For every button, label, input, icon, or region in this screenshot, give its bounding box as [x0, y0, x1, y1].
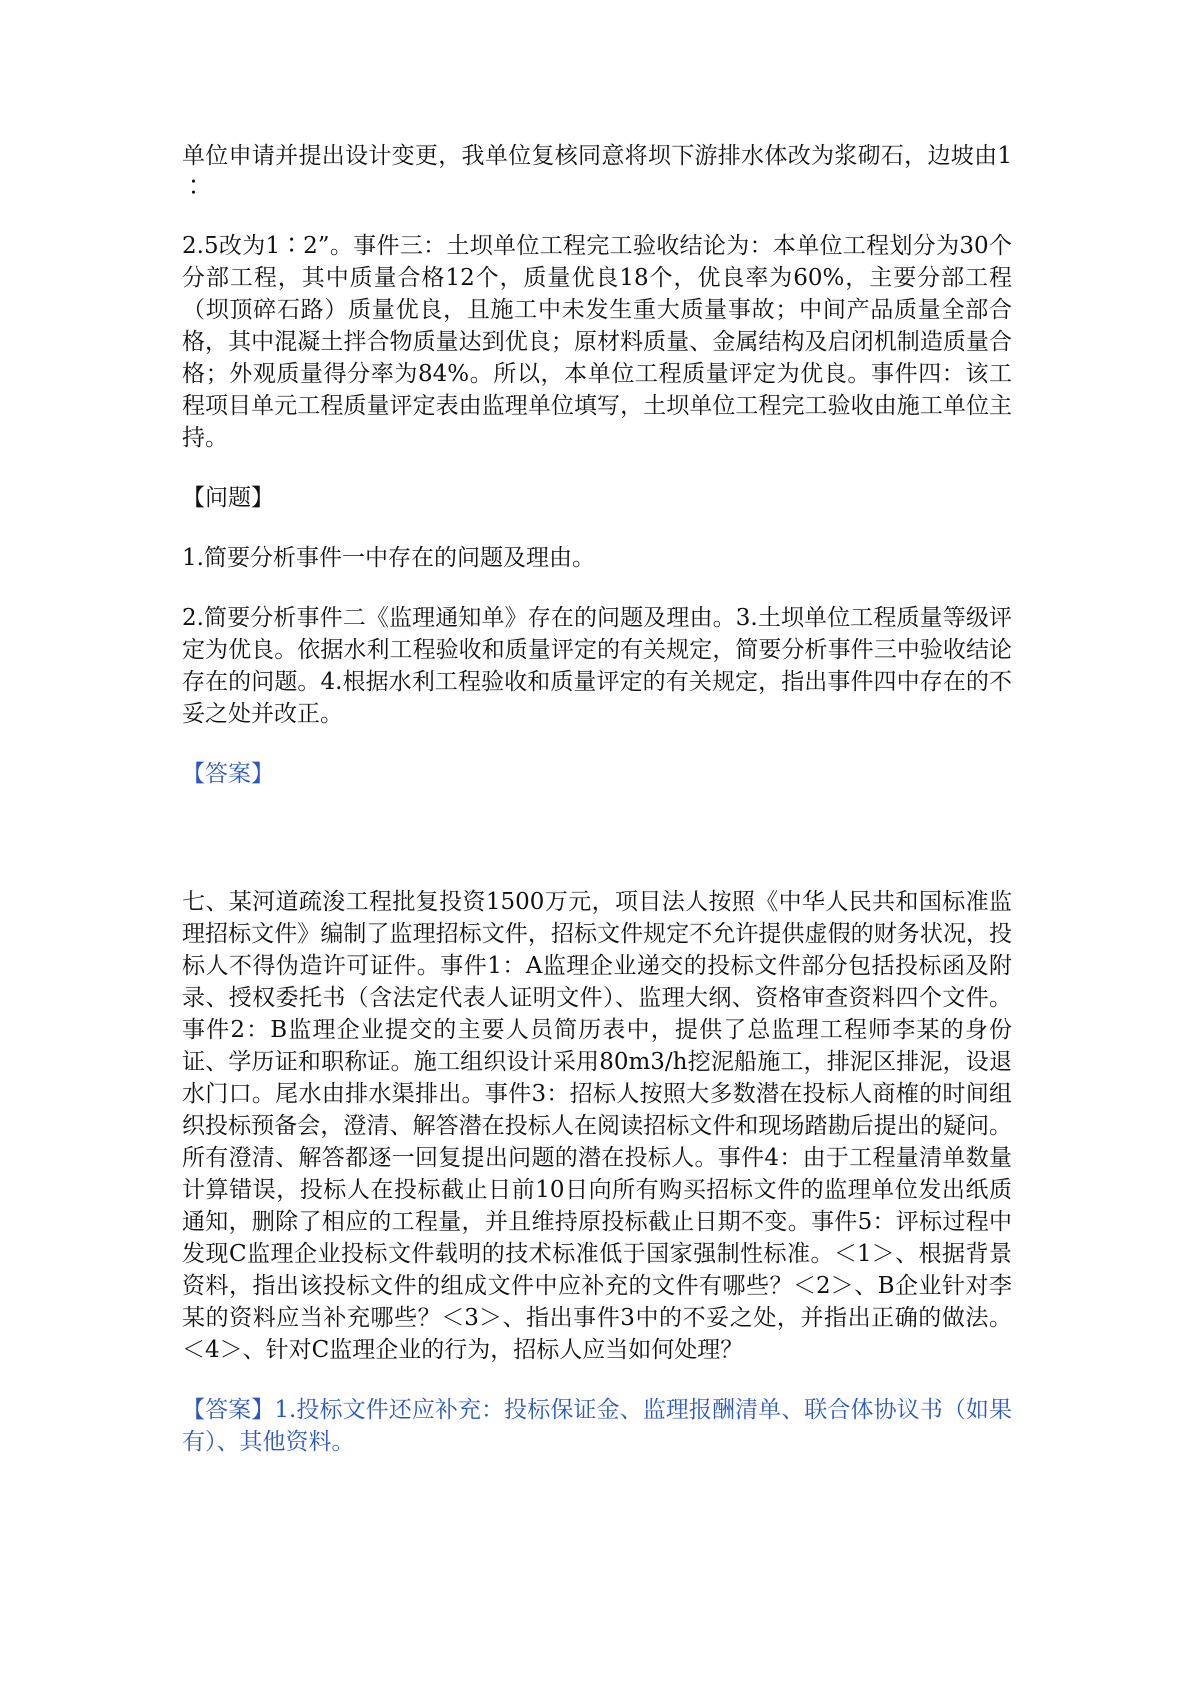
- paragraph-question-seven: 七、某河道疏浚工程批复投资1500万元，项目法人按照《中华人民共和国标准监理招标文件》编制了监理招标文件，招标文件规定不允许提供虚假的财务状况，投标人不得伪造许可证件。事件1：A监理企业递交的投标文件部分包括投标函及附录、授权委托书（含法定代表人证明文件）、监理大纲、资格审查资料四个文件。事件2：B监理企业提交的主要人员简历表中，提供了总监理工程师李某的身份证、学历证和职称证。施工组织设计采用80m3/h挖泥船施工，排泥区排泥，设退水门口。尾水由排水渠排出。事件3：招标人按照大多数潜在投标人商榷的时间组织投标预备会，澄清、解答潜在投标人在阅读招标文件和现场踏勘后提出的疑问。所有澄清、解答都逐一回复提出问题的潜在投标人。事件4：由于工程量清单数量计算错误，投标人在投标截止日前10日向所有购买招标文件的监理单位发出纸质通知，删除了相应的工程量，并且维持原投标截止日期不变。事件5：评标过程中发现C监理企业投标文件载明的技术标准低于国家强制性标准。＜1＞、根据背景资料，指出该投标文件的组成文件中应补充的文件有哪些？＜2＞、B企业针对李某的资料应当补充哪些？＜3＞、指出事件3中的不妥之处，并指出正确的做法。＜4＞、针对C监理企业的行为，招标人应当如何处理？: [182, 889, 1012, 1363]
- paragraph-events-three-four: 2.5改为1∶2”。事件三：土坝单位工程完工验收结论为：本单位工程划分为30个分部工程，其中质量合格12个，质量优良18个，优良率为60%，主要分部工程（坝顶碎石路）质量优良，且施工中未发生重大质量事故；中间产品质量全部合格，其中混凝土拌合物质量达到优良；原材料质量、金属结构及启闭机制造质量合格；外观质量得分率为84%。所以，本单位工程质量评定为优良。事件四：该工程项目单元工程质量评定表由监理单位填写，土坝单位工程完工验收由施工单位主持。: [182, 233, 1012, 451]
- answer-label: 【答案】: [182, 1397, 275, 1423]
- heading-answer: 【答案】: [182, 761, 274, 787]
- question-1: 1.简要分析事件一中存在的问题及理由。: [182, 545, 595, 571]
- questions-2-4: 2.简要分析事件二《监理通知单》存在的问题及理由。3.土坝单位工程质量等级评定为优良。依据水利工程验收和质量评定的有关规定，简要分析事件三中验收结论存在的问题。4.根据水利工程验收和质量评定的有关规定，指出事件四中存在的不妥之处并改正。: [182, 605, 1012, 727]
- heading-questions: 【问题】: [182, 485, 274, 511]
- paragraph-design-change: 单位申请并提出设计变更，我单位复核同意将坝下游排水体改为浆砌石，边坡由1∶: [182, 143, 1012, 201]
- document-page: [182, 140, 1012, 1458]
- answer-text: 1.投标文件还应补充：投标保证金、监理报酬清单、联合体协议书（如果有）、其他资料。: [182, 1397, 1013, 1455]
- answer-seven: [182, 1394, 1012, 1458]
